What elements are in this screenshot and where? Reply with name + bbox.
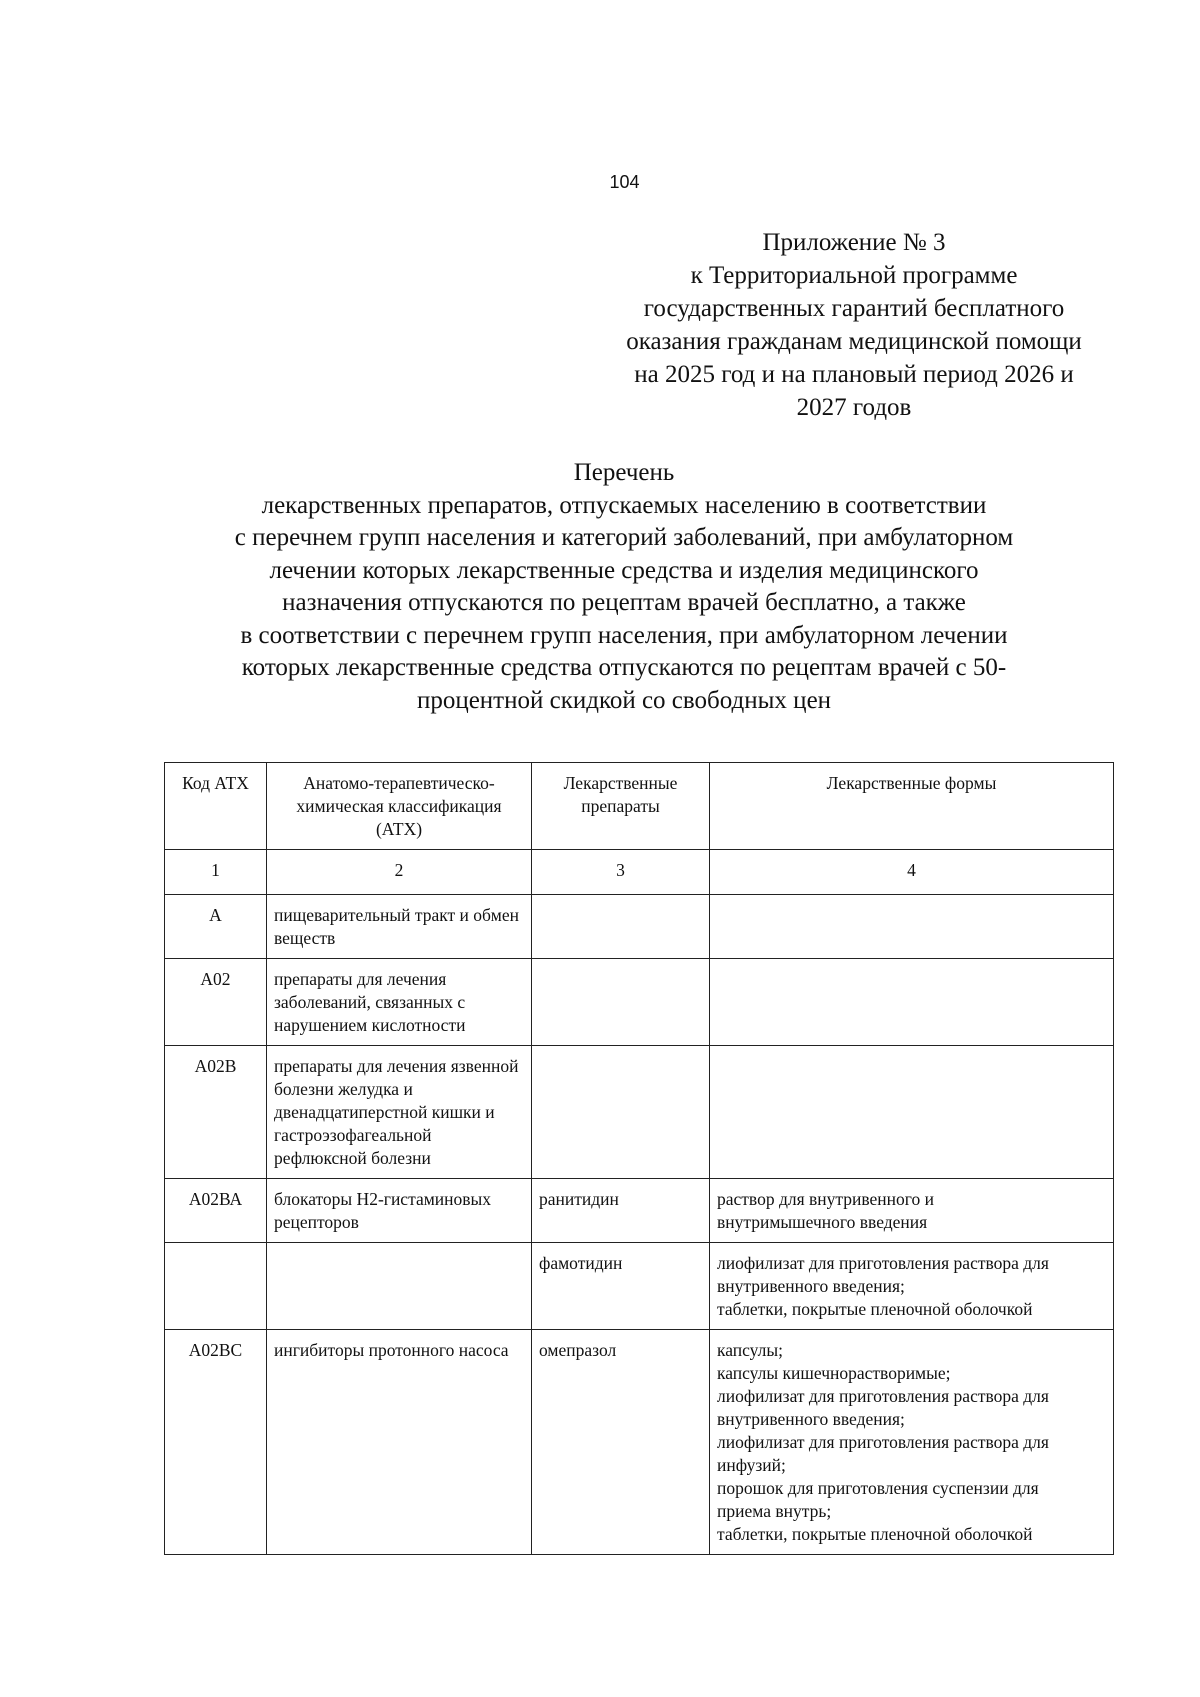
atc-code: А02ВА [165, 1179, 267, 1243]
drug-name: фамотидин [532, 1243, 710, 1330]
column-number: 1 [165, 850, 267, 895]
table-row [165, 1179, 1114, 1243]
atc-class: препараты для лечения заболеваний, связанных с нарушением кислотности [267, 959, 532, 1046]
table-row [165, 959, 1114, 1046]
title-line: процентной скидкой со свободных цен [416, 686, 832, 714]
table-row [165, 895, 1114, 959]
title-line: назначения отпускаются по рецептам врачей бесплатно, а также [282, 589, 966, 616]
dosage-form-line: капсулы; [717, 1340, 784, 1360]
dosage-form-line: внутримышечного введения [717, 1212, 928, 1232]
document-title [150, 457, 1098, 717]
header-atc-classification: Анатомо-терапевтическо-химическая классификация (АТХ) [267, 763, 532, 850]
column-number: 2 [267, 850, 532, 895]
title-line: Перечень [573, 459, 675, 486]
dosage-form-line: капсулы кишечнорастворимые; [717, 1363, 951, 1383]
atc-code [165, 1243, 267, 1330]
drug-name: омепразол [532, 1330, 710, 1555]
header-dosage-forms: Лекарственные формы [710, 763, 1114, 850]
appendix-line: оказания гражданам медицинской помощи [626, 328, 1082, 355]
drug-table [164, 762, 1114, 1555]
atc-code: А [165, 895, 267, 959]
atc-code: А02 [165, 959, 267, 1046]
header-drugs: Лекарственные препараты [532, 763, 710, 850]
table-row [165, 1243, 1114, 1330]
dosage-form-line: внутривенного введения; [717, 1409, 905, 1429]
column-number: 4 [710, 850, 1114, 895]
dosage-form-line: внутривенного введения; [717, 1276, 905, 1296]
dosage-form-line: лиофилизат для приготовления раствора для [717, 1432, 1049, 1452]
table-row [165, 1330, 1114, 1555]
table-row [165, 1046, 1114, 1179]
dosage-form-line: таблетки, покрытые пленочной оболочкой [717, 1524, 1033, 1544]
drug-name [532, 1046, 710, 1179]
title-line: с перечнем групп населения и категорий заболеваний, при амбулаторном [234, 524, 1014, 551]
atc-class [267, 1243, 532, 1330]
title-line: в соответствии с перечнем групп населения, при амбулаторном лечении [240, 621, 1008, 649]
atc-class: препараты для лечения язвенной болезни желудка и двенадцатиперстной кишки и гастроэзофагеальной рефлюксной болезни [267, 1046, 532, 1179]
title-line: лечении которых лекарственные средства и изделия медицинского [269, 556, 979, 584]
dosage-form-line: раствор для внутривенного и [717, 1189, 935, 1209]
dosage-forms [710, 1046, 1114, 1179]
column-number-row [165, 850, 1114, 895]
drug-name [532, 959, 710, 1046]
atc-class: ингибиторы протонного насоса [267, 1330, 532, 1555]
column-number: 3 [532, 850, 710, 895]
atc-class: блокаторы Н2-гистаминовых рецепторов [267, 1179, 532, 1243]
dosage-form-line: таблетки, покрытые пленочной оболочкой [717, 1299, 1033, 1319]
dosage-forms [710, 1179, 1114, 1243]
dosage-forms [710, 959, 1114, 1046]
appendix-block [590, 226, 1118, 424]
dosage-form-line: порошок для приготовления суспензии для [717, 1478, 1039, 1498]
table-header-row [165, 763, 1114, 850]
drug-name: ранитидин [532, 1179, 710, 1243]
dosage-forms [710, 895, 1114, 959]
dosage-form-line: приема внутрь; [717, 1501, 832, 1521]
dosage-form-line: лиофилизат для приготовления раствора для [717, 1386, 1049, 1406]
title-line: которых лекарственные средства отпускаются по рецептам врачей с 50- [241, 654, 1007, 681]
drug-name [532, 895, 710, 959]
dosage-forms [710, 1330, 1114, 1555]
dosage-form-line: лиофилизат для приготовления раствора для [717, 1253, 1049, 1273]
appendix-line: 2027 годов [796, 394, 912, 421]
atc-class: пищеварительный тракт и обмен веществ [267, 895, 532, 959]
header-atc-code: Код АТХ [165, 763, 267, 850]
dosage-forms [710, 1243, 1114, 1330]
atc-code: А02ВС [165, 1330, 267, 1555]
page-number: 104 [609, 172, 640, 192]
atc-code: А02В [165, 1046, 267, 1179]
dosage-form-line: инфузий; [717, 1455, 786, 1475]
title-line: лекарственных препаратов, отпускаемых населению в соответствии [261, 491, 987, 519]
appendix-line: на 2025 год и на плановый период 2026 и [634, 361, 1074, 388]
appendix-line: Приложение № 3 [762, 229, 946, 256]
appendix-line: к Территориальной программе [690, 262, 1018, 289]
appendix-line: государственных гарантий бесплатного [643, 295, 1065, 322]
